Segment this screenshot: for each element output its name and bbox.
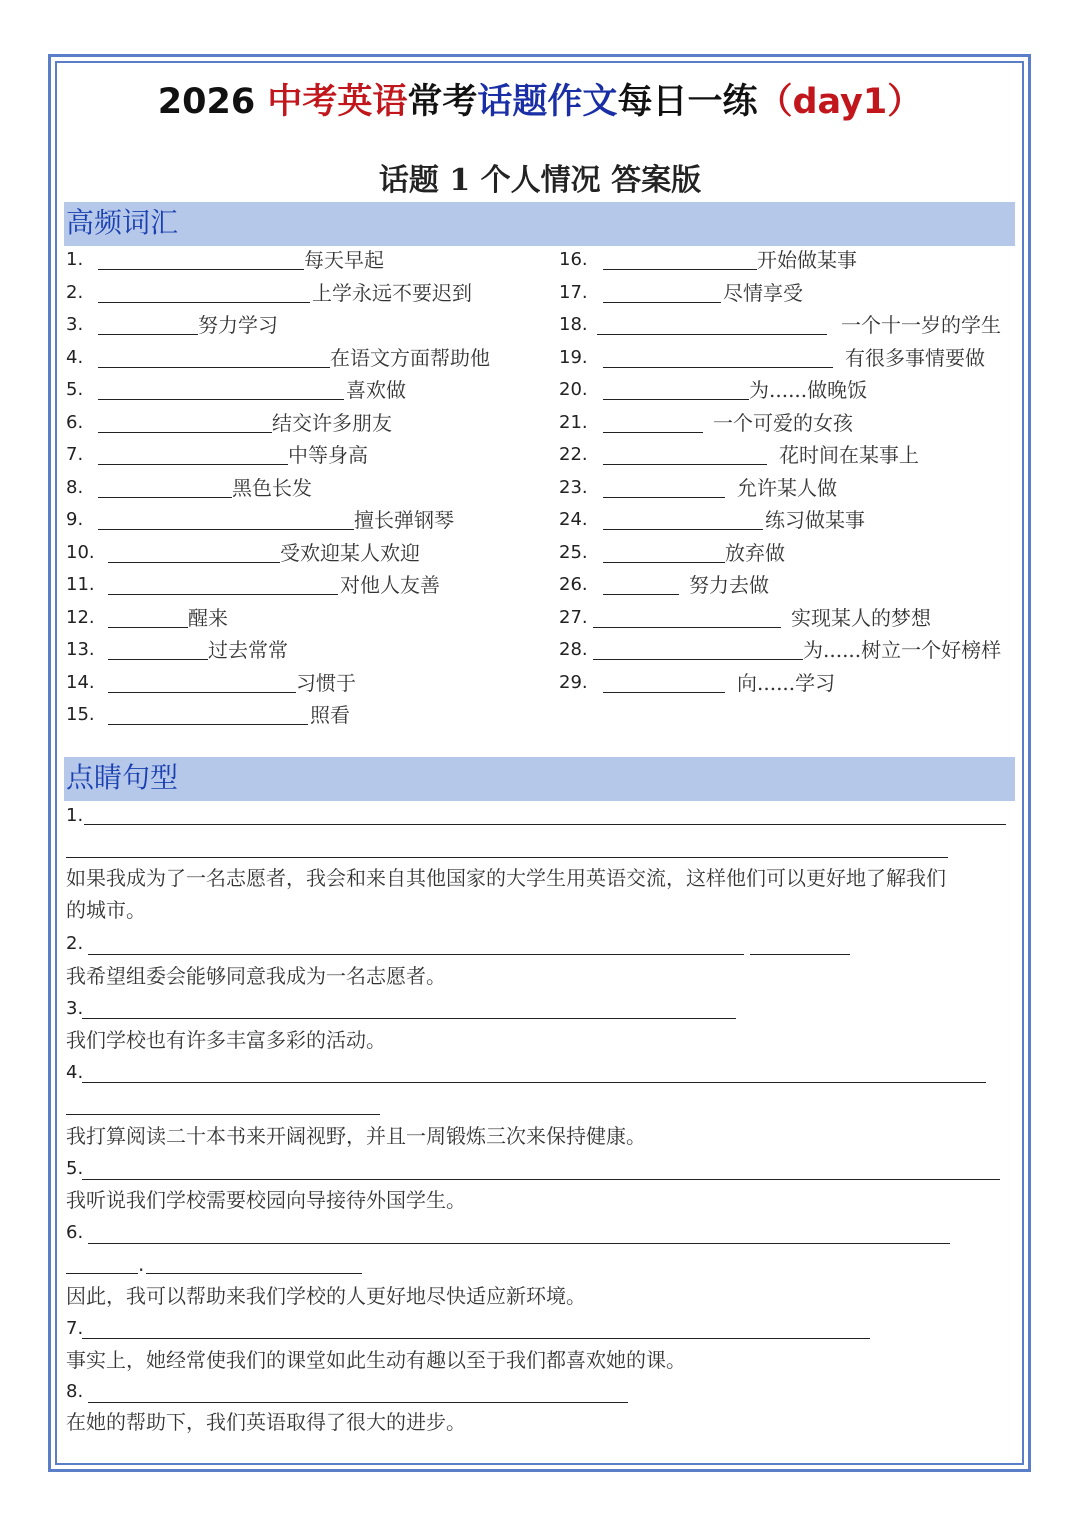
vocab-item-number: 7.	[66, 444, 84, 465]
vocab-item	[66, 699, 526, 731]
sentence-translation-6: 因此，我可以帮助来我们学校的人更好地尽快适应新环境。	[66, 1284, 586, 1308]
vocab-item-number: 4.	[66, 346, 84, 368]
vocab-answer-line	[98, 529, 354, 530]
vocab-item-meaning: 允许某人做	[737, 475, 837, 500]
vocab-item	[559, 537, 1019, 569]
vocab-item-meaning: 受欢迎某人欢迎	[280, 540, 420, 565]
vocab-item-meaning: 为......树立一个好榜样	[803, 638, 1002, 662]
vocab-item	[559, 277, 1019, 309]
answer-line	[84, 824, 1006, 825]
vocab-answer-line	[108, 659, 208, 660]
answer-line	[750, 954, 850, 955]
vocab-item	[559, 342, 1019, 374]
sentence-translation-2: 我希望组委会能够同意我成为一名志愿者。	[66, 964, 446, 988]
answer-line	[82, 1082, 986, 1083]
vocab-item-number: 17.	[559, 281, 588, 303]
vocab-item-meaning: 上学永远不要迟到	[312, 280, 472, 305]
vocab-item	[66, 342, 526, 374]
answer-line	[146, 1273, 362, 1274]
title-topic-writing: 话题作文	[477, 82, 618, 122]
vocab-answer-line	[603, 692, 725, 693]
vocab-item-meaning: 在语文方面帮助他	[330, 345, 490, 370]
vocab-item-number: 8.	[66, 476, 84, 498]
vocab-item-meaning: 努力学习	[198, 313, 278, 337]
vocab-item	[559, 602, 1019, 634]
sentence-translation-1: 如果我成为了一名志愿者，我会和来自其他国家的大学生用英语交流，这样他们可以更好地了解我们	[66, 866, 946, 890]
vocab-item-number: 26.	[559, 574, 588, 595]
sentence-number-3: 3.	[66, 998, 84, 1019]
title-exam-english: 中考英语	[267, 82, 408, 122]
vocab-item-meaning: 醒来	[188, 605, 228, 630]
vocab-item-meaning: 擅长弹钢琴	[354, 508, 454, 532]
vocab-answer-line	[593, 659, 803, 660]
vocab-item-number: 2.	[66, 281, 84, 303]
vocab-answer-line	[98, 464, 288, 465]
vocab-answer-line	[597, 334, 827, 335]
answer-line	[66, 1114, 380, 1115]
vocab-item-meaning: 开始做某事	[757, 248, 857, 272]
vocab-item-number: 24.	[559, 509, 588, 530]
sentence-number-4: 4.	[66, 1062, 84, 1083]
vocab-item-number: 25.	[559, 541, 588, 563]
vocab-answer-line	[98, 399, 344, 400]
answer-line	[82, 1179, 1000, 1180]
vocab-answer-line	[603, 464, 767, 465]
vocab-item-number: 28.	[559, 639, 588, 660]
vocab-item	[66, 569, 526, 601]
sentence-translation-1-cont: 的城市。	[66, 898, 146, 922]
sentence-section-header	[64, 757, 1015, 801]
vocab-answer-line	[603, 302, 721, 303]
title-year: 2026	[157, 82, 268, 122]
vocab-item-number: 9.	[66, 509, 84, 530]
vocab-section-header	[64, 202, 1015, 246]
vocab-item-meaning: 为......做晚饭	[749, 378, 868, 402]
vocab-item	[559, 472, 1019, 504]
vocab-item	[66, 309, 526, 341]
answer-line	[82, 1018, 736, 1019]
vocab-item	[559, 504, 1019, 536]
vocab-answer-line	[98, 432, 272, 433]
vocab-item	[66, 407, 526, 439]
vocab-answer-line	[98, 302, 310, 303]
vocab-answer-line	[593, 627, 781, 628]
sentence-6-period: .	[138, 1252, 145, 1276]
vocab-item-number: 13.	[66, 639, 95, 660]
vocab-item	[66, 277, 526, 309]
vocab-item-meaning: 努力去做	[689, 573, 769, 597]
vocab-answer-line	[98, 497, 232, 498]
sentence-number-7: 7.	[66, 1318, 84, 1339]
vocab-item-meaning: 尽情享受	[723, 280, 803, 305]
title-common: 常考	[407, 82, 478, 122]
vocab-item-number: 6.	[66, 411, 84, 433]
sentence-translation-7: 事实上，她经常使我们的课堂如此生动有趣以至于我们都喜欢她的课。	[66, 1348, 686, 1372]
answer-line	[66, 1273, 138, 1274]
vocab-item-meaning: 照看	[310, 703, 350, 727]
answer-line	[82, 1338, 870, 1339]
vocab-item-number: 18.	[559, 314, 588, 335]
vocab-item-number: 16.	[559, 249, 588, 270]
vocab-answer-line	[108, 627, 188, 628]
vocab-item-meaning: 花时间在某事上	[779, 443, 919, 467]
vocab-answer-line	[98, 367, 330, 368]
vocab-item	[559, 244, 1019, 276]
vocab-item	[559, 374, 1019, 406]
vocab-item-number: 19.	[559, 346, 588, 368]
sentence-number-5: 5.	[66, 1158, 84, 1179]
vocab-item	[66, 634, 526, 666]
vocab-item-number: 27.	[559, 606, 588, 628]
vocab-item-number: 10.	[66, 541, 95, 563]
vocab-item-meaning: 放弃做	[725, 540, 785, 565]
vocab-item-number: 23.	[559, 476, 588, 498]
sentence-translation-5: 我听说我们学校需要校园向导接待外国学生。	[66, 1188, 466, 1212]
vocab-answer-line	[603, 562, 725, 563]
vocab-item-meaning: 过去常常	[208, 638, 288, 662]
vocab-item-meaning: 对他人友善	[340, 573, 440, 597]
vocab-item	[66, 667, 526, 699]
vocab-item-meaning: 练习做某事	[765, 508, 865, 532]
page-subtitle: 话题 1 个人情况 答案版	[378, 163, 702, 198]
vocab-item	[66, 602, 526, 634]
vocab-answer-line	[603, 497, 725, 498]
sentence-number-1: 1.	[66, 805, 84, 826]
vocab-item-number: 5.	[66, 379, 84, 400]
vocab-item	[66, 504, 526, 536]
vocab-answer-line	[108, 724, 308, 725]
vocab-item	[559, 309, 1019, 341]
vocab-answer-line	[108, 692, 296, 693]
vocab-item-number: 1.	[66, 249, 84, 270]
vocab-answer-line	[98, 269, 304, 270]
vocab-item	[559, 667, 1019, 699]
vocab-item-number: 3.	[66, 314, 84, 335]
vocab-answer-line	[603, 529, 763, 530]
sentence-translation-8: 在她的帮助下，我们英语取得了很大的进步。	[66, 1410, 466, 1434]
vocab-item	[559, 439, 1019, 471]
vocab-answer-line	[108, 594, 338, 595]
vocab-answer-line	[98, 334, 198, 335]
vocab-item-meaning: 习惯于	[296, 670, 356, 695]
vocab-item	[559, 569, 1019, 601]
vocab-answer-line	[108, 562, 280, 563]
vocab-item-number: 12.	[66, 606, 95, 628]
answer-line	[88, 1243, 950, 1244]
vocab-item-number: 29.	[559, 671, 588, 693]
vocab-item-number: 20.	[559, 379, 588, 400]
vocab-item-number: 21.	[559, 411, 588, 433]
vocab-item-meaning: 每天早起	[304, 248, 384, 272]
vocab-item-meaning: 一个十一岁的学生	[841, 313, 1001, 337]
title-daily-practice: 每日一练	[617, 82, 758, 122]
vocab-answer-line	[603, 269, 757, 270]
title-day: （day1）	[757, 82, 923, 122]
vocab-item-meaning: 结交许多朋友	[272, 410, 392, 435]
vocab-item-meaning: 喜欢做	[346, 378, 406, 402]
sentence-number-6: 6.	[66, 1222, 84, 1243]
vocab-answer-line	[603, 399, 749, 400]
vocab-item	[559, 407, 1019, 439]
vocab-item	[66, 439, 526, 471]
vocab-item-meaning: 向......学习	[737, 670, 836, 695]
answer-line	[66, 857, 948, 858]
vocab-item	[66, 472, 526, 504]
vocab-item-number: 22.	[559, 444, 588, 465]
sentence-translation-4: 我打算阅读二十本书来开阔视野，并且一周锻炼三次来保持健康。	[66, 1124, 646, 1148]
vocab-item	[66, 537, 526, 569]
sentence-translation-3: 我们学校也有许多丰富多彩的活动。	[66, 1028, 386, 1052]
sentence-number-8: 8.	[66, 1381, 84, 1402]
vocab-item	[66, 244, 526, 276]
vocab-item-meaning: 一个可爱的女孩	[713, 410, 853, 435]
vocab-section-title: 高频词汇	[66, 206, 179, 239]
vocab-item-meaning: 中等身高	[288, 443, 368, 467]
vocab-answer-line	[603, 367, 833, 368]
answer-line	[88, 954, 744, 955]
page-title	[0, 74, 1080, 124]
vocab-item	[66, 374, 526, 406]
sentence-number-2: 2.	[66, 933, 84, 954]
vocab-item-meaning: 实现某人的梦想	[791, 605, 931, 630]
vocab-item-number: 14.	[66, 671, 95, 693]
answer-line	[88, 1402, 628, 1403]
sentence-section-title: 点睛句型	[66, 761, 179, 794]
vocab-item-number: 15.	[66, 704, 95, 725]
vocab-item-meaning: 有很多事情要做	[845, 345, 985, 370]
vocab-answer-line	[603, 432, 703, 433]
vocab-item	[559, 634, 1019, 666]
vocab-answer-line	[603, 594, 679, 595]
vocab-item-meaning: 黑色长发	[232, 475, 312, 500]
vocab-item-number: 11.	[66, 574, 95, 595]
